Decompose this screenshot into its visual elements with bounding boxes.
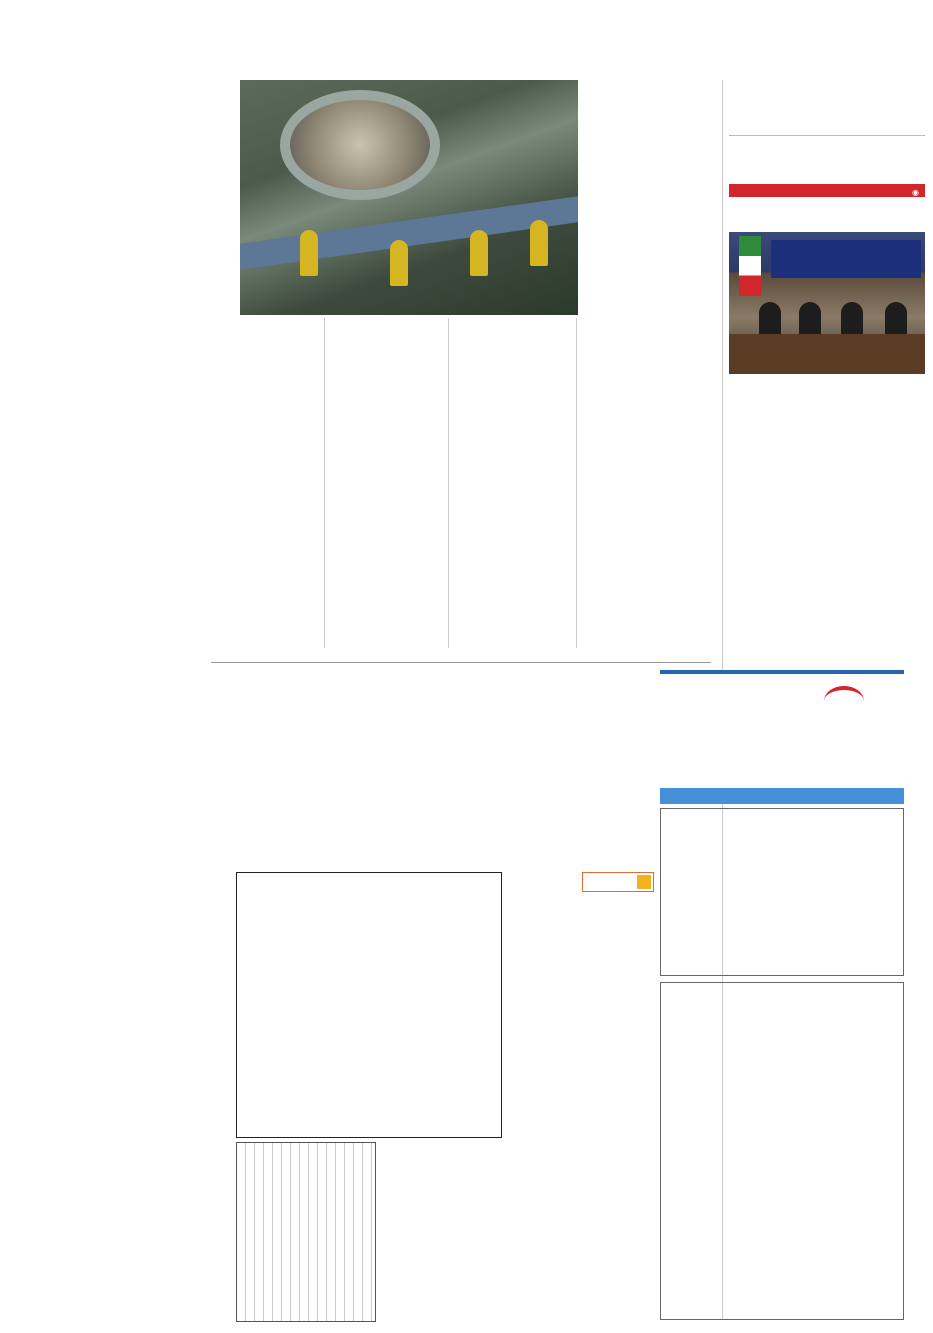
section-rule [211, 662, 711, 663]
legal-notice-1 [660, 808, 904, 976]
column-divider [576, 318, 577, 648]
lead-column-1 [581, 318, 711, 648]
worker-figure [300, 230, 318, 276]
grid-row-numbers [502, 872, 514, 1138]
lead-photo [240, 80, 578, 315]
previous-clues [380, 1142, 500, 1322]
conveyor-belt [240, 196, 578, 270]
rail-photo [729, 232, 925, 374]
online-ad[interactable] [660, 670, 904, 804]
crossword-grid[interactable] [236, 872, 502, 1138]
dateline [729, 132, 925, 136]
crossword-vertical-clues [512, 900, 582, 1320]
rail-kicker-bar [729, 184, 925, 197]
lead-column-3 [329, 322, 445, 648]
trommel-drum [280, 90, 440, 200]
grid-column-numbers [236, 860, 502, 872]
lead-column-2 [453, 288, 571, 648]
flag-icon [739, 236, 761, 296]
logo-arc-icon [824, 686, 864, 716]
lead-column-4 [201, 322, 321, 648]
mid-column-1 [437, 730, 651, 862]
previous-solution-grid [236, 1142, 376, 1322]
mid-column-2 [231, 672, 427, 862]
section-header [729, 146, 925, 180]
photo-banner [771, 240, 921, 278]
crossword-badge-icon [637, 875, 651, 889]
worker-figure [530, 220, 548, 266]
worker-figure [390, 240, 408, 286]
signal-icon: ◉ [912, 188, 919, 197]
column-divider [324, 318, 325, 648]
ad-url[interactable] [660, 788, 904, 804]
masthead-logo[interactable] [725, 38, 925, 134]
crossword-title [582, 872, 654, 892]
worker-figure [470, 230, 488, 276]
legal-notice-2 [660, 982, 904, 1320]
column-divider [448, 318, 449, 648]
conference-table [729, 334, 925, 374]
crossword-horizontal-clues [584, 900, 654, 1320]
